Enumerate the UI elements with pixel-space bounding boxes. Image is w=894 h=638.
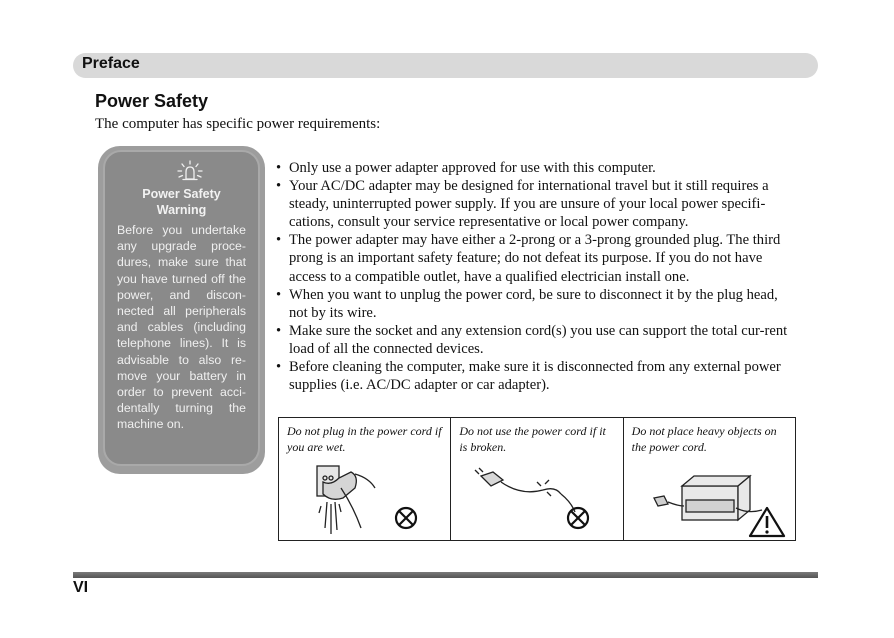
wet-plug-illustration xyxy=(279,458,451,540)
bullet-item: • When you want to unplug the power cord, be sure to disconnect it by the plug head, not by its wire. xyxy=(275,286,797,322)
page-number: VI xyxy=(73,579,89,596)
power-safety-bullet-list xyxy=(275,159,797,394)
warning-title xyxy=(105,186,258,218)
caution-text: Do not place heavy objects on the power cord. xyxy=(631,424,777,454)
sun-warning-icon xyxy=(175,160,205,182)
power-safety-warning-box xyxy=(98,146,265,474)
header-title: Preface xyxy=(82,55,140,72)
warning-title-line2: Warning xyxy=(156,203,207,217)
warning-title-line1: Power Safety xyxy=(142,187,221,201)
caution-table xyxy=(278,417,796,541)
bullet-item: • The power adapter may have either a 2-prong or a 3-prong grounded plug. The third prong is an important safety feature; do not defeat its purpose. If you do not have access to a compatible outlet, have a qualified electrician install one. xyxy=(275,231,797,285)
heavy-object-cord-illustration xyxy=(624,458,796,540)
warning-inner-panel xyxy=(103,150,260,466)
broken-cord-illustration xyxy=(451,458,623,540)
footer-rule xyxy=(73,572,818,578)
caution-cell-wet-hands xyxy=(279,418,451,540)
caution-text: Do not plug in the power cord if you are wet. xyxy=(287,424,442,454)
bullet-item: • Before cleaning the computer, make sure it is disconnected from any external power supplies (i.e. AC/DC adapter or car adapter). xyxy=(275,358,797,394)
warning-triangle-icon xyxy=(750,508,784,536)
warning-text: Before you undertake any upgrade proce-dures, make sure that you have turned off the power, and discon-nected all peripherals and cables (including telephone lines). It is advisable to also re-move your battery in order to prevent acci-dentally turning the machine on. xyxy=(117,223,246,432)
intro-text: The computer has specific power requirements: xyxy=(95,116,381,132)
bullet-item: • Only use a power adapter approved for use with this computer. xyxy=(275,159,797,177)
prohibited-icon xyxy=(396,508,416,528)
section-title: Power Safety xyxy=(95,91,209,111)
header-bar xyxy=(73,53,818,78)
caution-cell-heavy-objects xyxy=(624,418,795,540)
bullet-item: • Your AC/DC adapter may be designed for international travel but it still requires a steady, uninterrupted power supply. If you are unsure of your local power specifi-cations, consult your service representative or local power company. xyxy=(275,177,797,231)
prohibited-icon xyxy=(568,508,588,528)
bullet-item: • Make sure the socket and any extension cord(s) you use can support the total cur-rent load of all the connected devices. xyxy=(275,322,797,358)
caution-cell-broken-cord xyxy=(451,418,623,540)
caution-text: Do not use the power cord if it is broken. xyxy=(459,424,606,454)
